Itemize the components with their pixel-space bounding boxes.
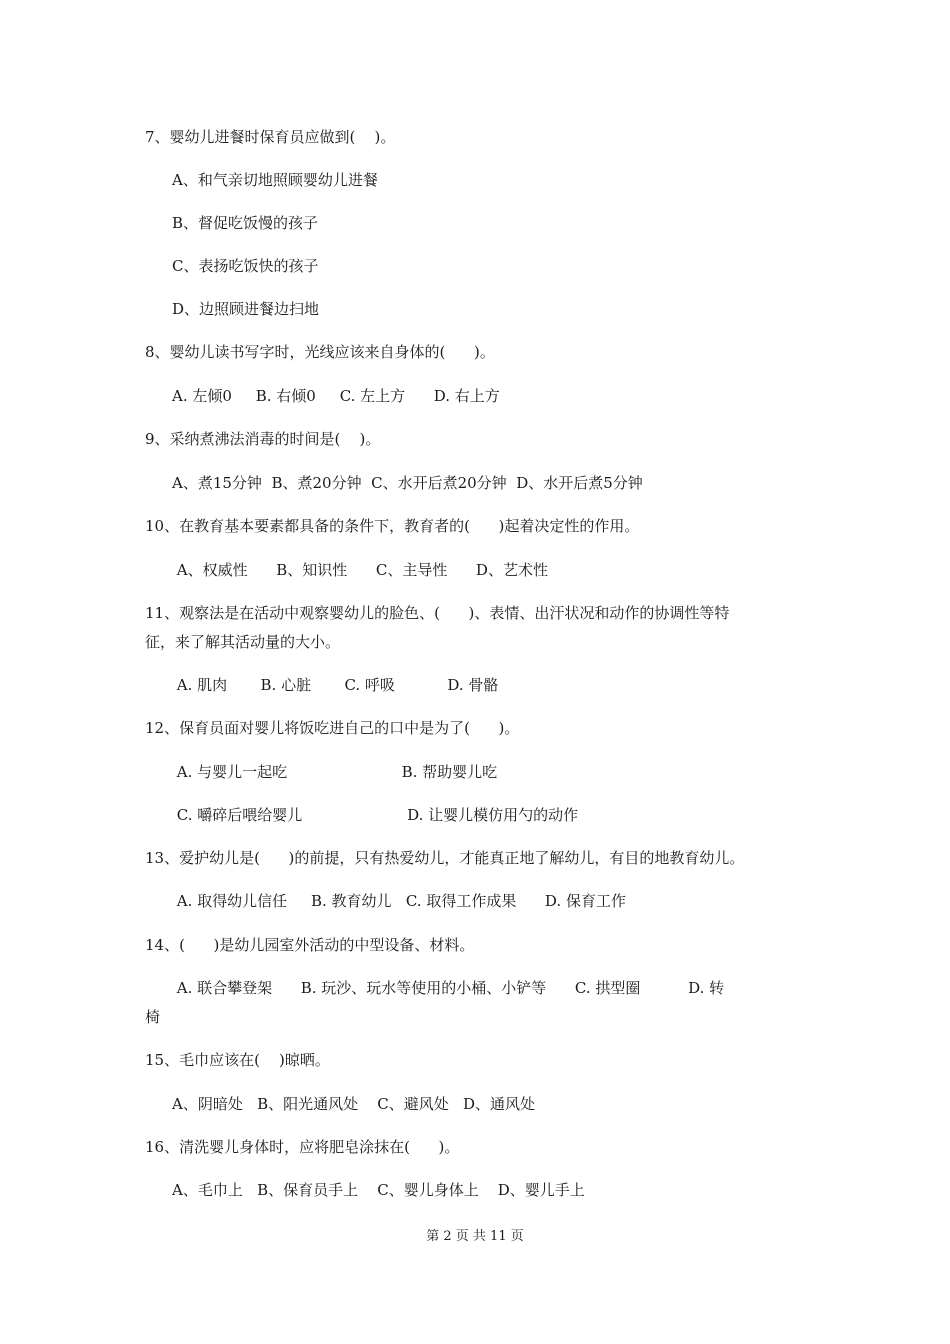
question-14-stem: 14、( )是幼儿园室外活动的中型设备、材料。 [145,936,475,954]
question-14-options-line-1: A. 联合攀登架 B. 玩沙、玩水等使用的小桶、小铲等 C. 拱型圈 D. 转 [172,979,725,997]
question-11-stem-line-2: 征，来了解其活动量的大小。 [145,633,341,651]
page-number-footer: 第 2 页 共 11 页 [426,1229,524,1244]
question-7-stem: 7、婴幼儿进餐时保育员应做到( )。 [145,128,396,146]
question-12-options-row-1: A. 与婴儿一起吃 B. 帮助婴儿吃 [172,763,498,781]
question-7-option-d: D、边照顾进餐边扫地 [172,300,320,318]
question-7-option-a: A、和气亲切地照顾婴幼儿进餐 [172,171,378,189]
question-7-option-c: C、表扬吃饭快的孩子 [172,257,319,275]
question-11-stem-line-1: 11、观察法是在活动中观察婴幼儿的脸色、( )、表情、出汗状况和动作的协调性等特 [145,604,730,622]
question-15-stem: 15、毛巾应该在( )晾晒。 [145,1051,330,1069]
question-12-stem: 12、保育员面对婴儿将饭吃进自己的口中是为了( )。 [145,719,520,737]
question-15-options: A、阴暗处 B、阳光通风处 C、避风处 D、通风处 [172,1095,536,1113]
question-16-options: A、毛巾上 B、保育员手上 C、婴儿身体上 D、婴儿手上 [172,1181,585,1199]
question-10-options: A、权威性 B、知识性 C、主导性 D、艺术性 [172,561,548,579]
question-9-options: A、煮15分钟 B、煮20分钟 C、水开后煮20分钟 D、水开后煮5分钟 [172,474,643,492]
question-8-stem: 8、婴幼儿读书写字时，光线应该来自身体的( )。 [145,343,495,361]
question-12-options-row-2: C. 嚼碎后喂给婴儿 D. 让婴儿模仿用勺的动作 [172,806,579,824]
question-13-options: A. 取得幼儿信任 B. 教育幼儿 C. 取得工作成果 D. 保育工作 [172,892,626,910]
question-13-stem: 13、爱护幼儿是( )的前提，只有热爱幼儿，才能真正地了解幼儿，有目的地教育幼儿。 [145,849,745,867]
question-8-options: A. 左倾0 B. 右倾0 C. 左上方 D. 右上方 [172,387,500,405]
question-9-stem: 9、采纳煮沸法消毒的时间是( )。 [145,430,381,448]
question-14-options-line-2: 椅 [145,1008,161,1026]
question-10-stem: 10、在教育基本要素都具备的条件下，教育者的( )起着决定性的作用。 [145,517,640,535]
question-16-stem: 16、清洗婴儿身体时，应将肥皂涂抹在( )。 [145,1138,460,1156]
question-11-options: A. 肌肉 B. 心脏 C. 呼吸 D. 骨骼 [172,676,499,694]
question-7-option-b: B、督促吃饭慢的孩子 [172,214,319,232]
